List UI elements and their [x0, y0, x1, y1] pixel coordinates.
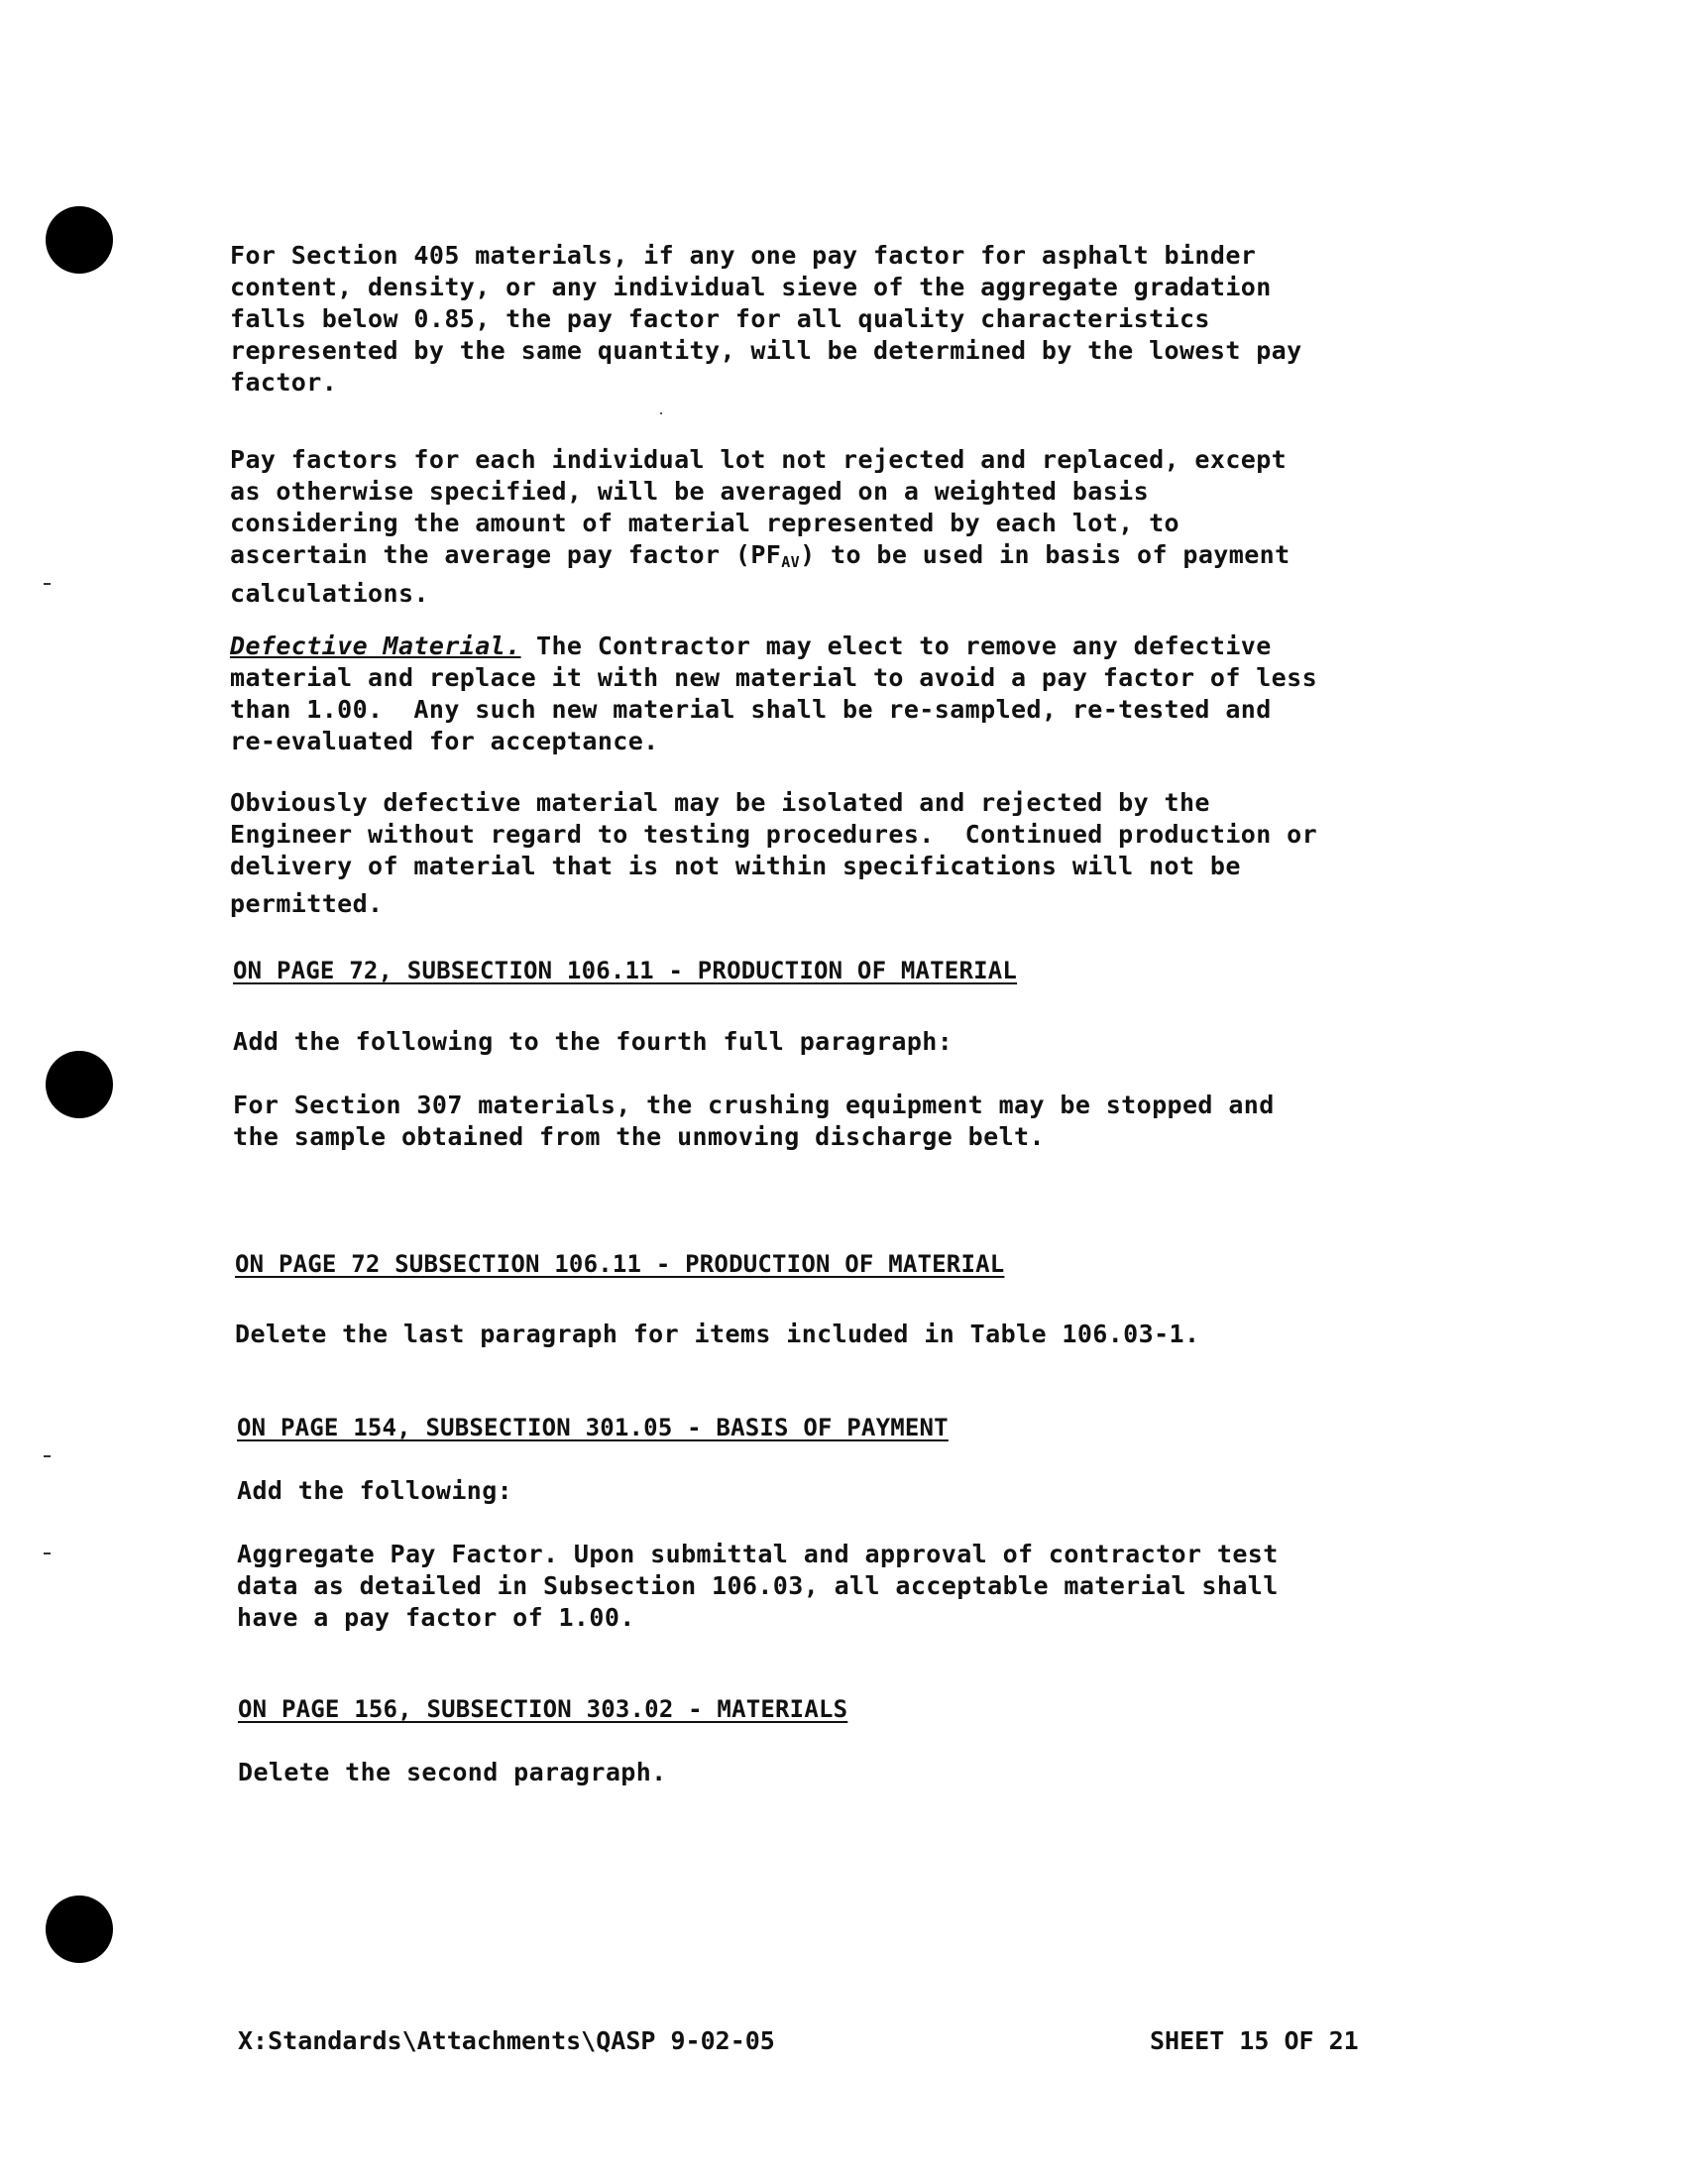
scan-speck [660, 412, 662, 414]
heading-page-72-production: ON PAGE 72, SUBSECTION 106.11 - PRODUCTION OF MATERIAL [233, 957, 1018, 984]
subscript-av: AV [781, 553, 801, 571]
scan-mark [44, 1455, 51, 1457]
scan-mark [44, 1552, 51, 1554]
text-line: considering the amount of material represented by each lot, to [230, 509, 1179, 537]
text-line: represented by the same quantity, will be determined by the lowest pay [230, 336, 1302, 365]
heading-page-156-materials: ON PAGE 156, SUBSECTION 303.02 - MATERIALS [238, 1695, 848, 1723]
paragraph-add-fourth [233, 1026, 953, 1058]
text-line: content, density, or any individual sieve of the aggregate gradation [230, 273, 1272, 301]
punch-hole-top [46, 206, 113, 274]
paragraph-pay-factors [230, 444, 1291, 610]
text-line: the sample obtained from the unmoving discharge belt. [233, 1122, 1045, 1151]
text-line: Aggregate Pay Factor. Upon submittal and approval of contractor test [237, 1540, 1279, 1568]
text-line: calculations. [230, 579, 429, 608]
text-line: material and replace it with new material to avoid a pay factor of less [230, 663, 1318, 692]
scan-mark [44, 583, 51, 585]
text-line: Engineer without regard to testing procedures. Continued production or [230, 820, 1318, 849]
text-line: have a pay factor of 1.00. [237, 1603, 635, 1632]
text-line: Pay factors for each individual lot not rejected and replaced, except [230, 445, 1288, 474]
text-line: falls below 0.85, the pay factor for all quality characteristics [230, 304, 1210, 333]
paragraph-section-405 [230, 240, 1302, 399]
punch-hole-middle [46, 1051, 113, 1118]
text-line: Delete the second paragraph. [238, 1758, 667, 1786]
footer-sheet-number: SHEET 15 OF 21 [1150, 2026, 1359, 2055]
text-line: permitted. [230, 889, 384, 918]
text-line: For Section 405 materials, if any one pay factor for asphalt binder [230, 241, 1257, 270]
text-line: Add the following to the fourth full paragraph: [233, 1027, 954, 1056]
defective-material-title: Defective Material. [230, 632, 521, 660]
paragraph-delete-last [235, 1319, 1199, 1350]
heading-page-72-production-2: ON PAGE 72 SUBSECTION 106.11 - PRODUCTION OF MATERIAL [235, 1250, 1005, 1278]
text-line: ascertain the average pay factor (PF [230, 540, 782, 569]
text-line: data as detailed in Subsection 106.03, all acceptable material shall [237, 1571, 1279, 1600]
text-line: Delete the last paragraph for items included in Table 106.03-1. [235, 1320, 1200, 1348]
paragraph-aggregate-pay-factor [237, 1539, 1279, 1634]
paragraph-delete-second [238, 1757, 667, 1788]
punch-hole-bottom [46, 1896, 113, 1963]
paragraph-section-307 [233, 1090, 1275, 1153]
text-line: Obviously defective material may be isolated and rejected by the [230, 788, 1210, 817]
text-line: factor. [230, 368, 338, 397]
paragraph-defective-material [230, 631, 1317, 757]
text-line: than 1.00. Any such new material shall be re-sampled, re-tested and [230, 695, 1272, 724]
text-line: as otherwise specified, will be averaged on a weighted basis [230, 477, 1150, 506]
paragraph-obviously-defective [230, 787, 1318, 918]
heading-page-154-basis: ON PAGE 154, SUBSECTION 301.05 - BASIS OF PAYMENT [237, 1414, 949, 1441]
paragraph-add-following [237, 1475, 512, 1507]
text-line: ) to be used in basis of payment [800, 540, 1291, 569]
text-line: re-evaluated for acceptance. [230, 727, 659, 755]
text-line: The Contractor may elect to remove any defective [520, 632, 1272, 660]
footer-file-path: X:Standards\Attachments\QASP 9-02-05 [238, 2026, 775, 2055]
text-line: For Section 307 materials, the crushing equipment may be stopped and [233, 1091, 1275, 1119]
text-line: Add the following: [237, 1476, 513, 1505]
text-line: delivery of material that is not within specifications will not be [230, 852, 1241, 880]
